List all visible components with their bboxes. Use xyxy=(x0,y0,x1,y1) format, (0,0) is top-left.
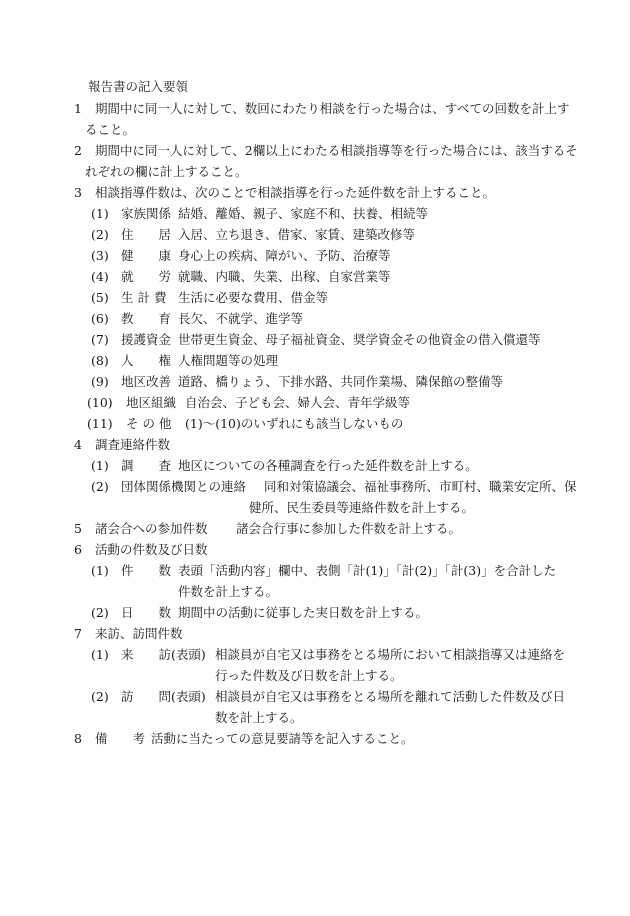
item-label: 件 数 xyxy=(121,563,172,578)
section-number: 5 xyxy=(74,521,82,536)
item-number: (7) xyxy=(91,332,109,347)
item-label: 住 居 xyxy=(121,227,172,242)
section-1 xyxy=(0,101,630,117)
item-description-continued: 件数を計上する。 xyxy=(178,584,279,599)
item-description: 世帯更生資金、母子福祉資金、奨学資金その他資金の借入償還等 xyxy=(178,332,541,347)
item-label: 家族関係 xyxy=(121,206,172,221)
section-title: 調査連絡件数 xyxy=(95,437,171,452)
item-number: (2) xyxy=(91,227,109,242)
list-item xyxy=(0,311,630,327)
section-text-continued: れぞれの欄に計上すること。 xyxy=(85,164,248,179)
section-number: 6 xyxy=(74,542,82,557)
item-description: 表頭「活動内容」欄中、表側「計(1)」「計(2)」「計(3)」を合計した xyxy=(178,563,557,578)
list-item xyxy=(0,395,630,411)
item-description: 生活に必要な費用、借金等 xyxy=(178,290,329,305)
item-label: 団体関係機関との連絡 xyxy=(121,479,247,494)
section-number: 3 xyxy=(74,185,82,200)
item-number: (8) xyxy=(91,353,109,368)
list-item xyxy=(0,227,630,243)
item-number: (11) xyxy=(87,416,113,431)
item-number: (10) xyxy=(87,395,113,410)
item-description: 相談員が自宅又は事務をとる場所を離れて活動した件数及び日 xyxy=(215,689,566,704)
item-label: 人 権 xyxy=(121,353,172,368)
list-item xyxy=(0,290,630,306)
item-description-continued: 健所、民生委員等連絡件数を計上する。 xyxy=(249,500,475,515)
item-label: 就 労 xyxy=(121,269,172,284)
section-text: 期間中に同一人に対して、数回にわたり相談を行った場合は、すべての回数を計上す xyxy=(95,101,570,116)
section-number: 2 xyxy=(74,143,82,158)
item-number: (1) xyxy=(91,647,109,662)
list-item xyxy=(0,332,630,348)
item-description: 長欠、不就学、進学等 xyxy=(178,311,304,326)
section-3 xyxy=(0,185,630,201)
item-description: 相談員が自宅又は事務をとる場所において相談指導又は連絡を xyxy=(215,647,566,662)
item-label: そ の 他 xyxy=(126,416,172,431)
item-description: 同和対策協議会、福祉事務所、市町村、職業安定所、保 xyxy=(264,479,577,494)
item-description: (1)～(10)のいずれにも該当しないもの xyxy=(185,416,404,431)
section-number: 1 xyxy=(74,101,82,116)
item-label: 地区改善 xyxy=(121,374,172,389)
section-7 xyxy=(0,626,630,642)
list-item xyxy=(0,206,630,222)
list-item xyxy=(0,353,630,369)
item-number: (1) xyxy=(91,563,109,578)
item-number: (9) xyxy=(91,374,109,389)
item-number: (4) xyxy=(91,269,109,284)
list-item xyxy=(0,374,630,390)
section-2 xyxy=(0,143,630,159)
item-description: 自治会、子ども会、婦人会、青年学級等 xyxy=(185,395,411,410)
section-number: 8 xyxy=(74,731,82,746)
list-item xyxy=(0,563,630,579)
item-label: 調 査 xyxy=(121,458,172,473)
item-label: 生 計 費 xyxy=(121,290,167,305)
item-number: (6) xyxy=(91,311,109,326)
item-number: (5) xyxy=(91,290,109,305)
list-item xyxy=(0,689,630,705)
section-title: 来訪、訪問件数 xyxy=(95,626,183,641)
item-description: 人権問題等の処理 xyxy=(178,353,279,368)
item-number: (2) xyxy=(91,479,109,494)
item-label: 来 訪(表頭) xyxy=(121,647,206,662)
list-item xyxy=(0,269,630,285)
item-label: 援護資金 xyxy=(121,332,172,347)
section-8 xyxy=(0,731,630,747)
document-title: 報告書の記入要領 xyxy=(88,79,189,94)
section-text: 期間中に同一人に対して、2欄以上にわたる相談指導等を行った場合には、該当するそ xyxy=(95,143,578,158)
section-number: 4 xyxy=(74,437,82,452)
item-description: 入居、立ち退き、借家、家賃、建築改修等 xyxy=(178,227,416,242)
item-description-continued: 数を計上する。 xyxy=(215,710,303,725)
section-title: 活動の件数及び日数 xyxy=(95,542,208,557)
section-5 xyxy=(0,521,630,537)
section-text: 諸会合行事に参加した件数を計上する。 xyxy=(236,521,462,536)
section-title: 諸会合への参加件数 xyxy=(95,521,208,536)
list-item xyxy=(0,416,630,432)
section-number: 7 xyxy=(74,626,82,641)
item-description: 結婚、離婚、親子、家庭不和、扶養、相続等 xyxy=(178,206,429,221)
item-label: 教 育 xyxy=(121,311,172,326)
section-label: 備 考 xyxy=(95,731,146,746)
section-text-continued: ること。 xyxy=(85,122,136,137)
section-text: 相談指導件数は、次のことで相談指導を行った延件数を計上すること。 xyxy=(95,185,496,200)
item-description: 身心上の疾病、障がい、予防、治療等 xyxy=(178,248,391,263)
item-description-continued: 行った件数及び日数を計上する。 xyxy=(215,668,403,683)
list-item xyxy=(0,605,630,621)
item-number: (1) xyxy=(91,458,109,473)
item-description: 地区についての各種調査を行った延件数を計上する。 xyxy=(178,458,478,473)
list-item xyxy=(0,479,630,495)
item-number: (3) xyxy=(91,248,109,263)
list-item xyxy=(0,248,630,264)
item-description: 期間中の活動に従事した実日数を計上する。 xyxy=(178,605,429,620)
item-number: (2) xyxy=(91,689,109,704)
section-6 xyxy=(0,542,630,558)
item-description: 道路、橋りょう、下排水路、共同作業場、隣保館の整備等 xyxy=(178,374,504,389)
item-description: 就職、内職、失業、出稼、自家営業等 xyxy=(178,269,391,284)
list-item xyxy=(0,647,630,663)
item-label: 訪 問(表頭) xyxy=(121,689,206,704)
item-number: (1) xyxy=(91,206,109,221)
list-item xyxy=(0,458,630,474)
item-label: 日 数 xyxy=(121,605,172,620)
item-number: (2) xyxy=(91,605,109,620)
section-text: 活動に当たっての意見要請等を記入すること。 xyxy=(151,731,414,746)
item-label: 健 康 xyxy=(121,248,172,263)
section-4 xyxy=(0,437,630,453)
item-label: 地区組織 xyxy=(126,395,177,410)
